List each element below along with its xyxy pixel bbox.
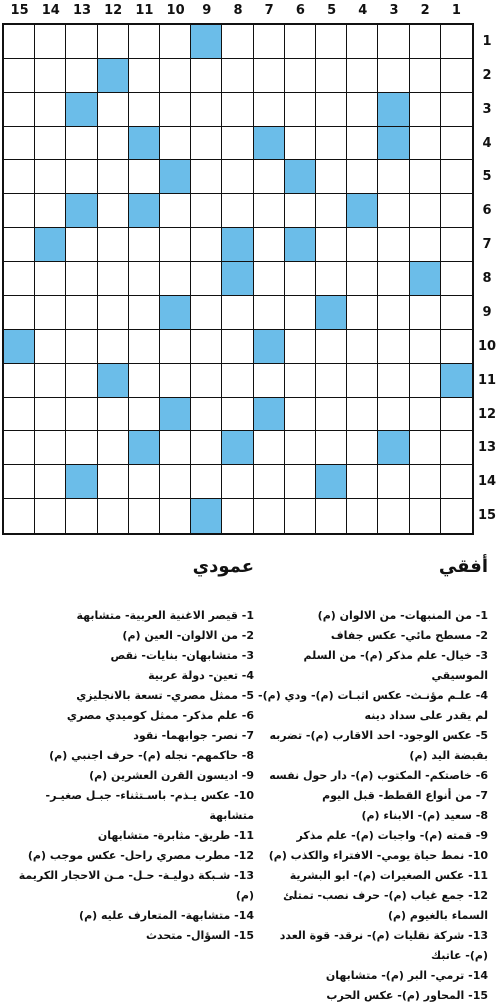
column-number: 15 <box>10 3 29 18</box>
down-clue: 14- متشابهة- المتعارف عليه (م) <box>79 909 254 922</box>
grid-cell[interactable] <box>441 330 472 364</box>
grid-cell[interactable] <box>160 330 191 364</box>
grid-cell[interactable] <box>129 160 160 194</box>
grid-cell[interactable] <box>347 364 378 398</box>
grid-cell[interactable] <box>191 431 222 465</box>
grid-cell[interactable] <box>129 228 160 262</box>
grid-cell[interactable] <box>378 398 409 432</box>
grid-cell[interactable] <box>222 364 253 398</box>
row-number: 7 <box>482 237 492 253</box>
across-clue: 8- سعيد (م)- الابناء (م) <box>361 809 488 822</box>
grid-cell[interactable] <box>66 296 97 330</box>
grid-cell[interactable] <box>160 499 191 533</box>
grid-cell[interactable] <box>347 127 378 161</box>
grid-cell[interactable] <box>98 330 129 364</box>
grid-cell[interactable] <box>347 228 378 262</box>
grid-cell[interactable] <box>66 499 97 533</box>
row-number: 3 <box>482 101 492 117</box>
grid-cell[interactable] <box>35 93 66 127</box>
blocked-cell <box>285 160 316 194</box>
grid-cell[interactable] <box>285 262 316 296</box>
across-clue: 6- خاصتكم- المكتوب (م)- دار حول نفسه <box>269 769 488 782</box>
grid-cell[interactable] <box>254 499 285 533</box>
grid-cell[interactable] <box>410 127 441 161</box>
grid-cell[interactable] <box>98 465 129 499</box>
grid-cell[interactable] <box>285 499 316 533</box>
grid-cell[interactable] <box>347 262 378 296</box>
blocked-cell <box>378 93 409 127</box>
grid-cell[interactable] <box>378 25 409 59</box>
blocked-cell <box>66 465 97 499</box>
blocked-cell <box>441 364 472 398</box>
grid-cell[interactable] <box>285 25 316 59</box>
grid-cell[interactable] <box>316 93 347 127</box>
blocked-cell <box>316 296 347 330</box>
grid-cell[interactable] <box>66 262 97 296</box>
grid-cell[interactable] <box>347 330 378 364</box>
grid-cell[interactable] <box>441 127 472 161</box>
grid-cell[interactable] <box>347 398 378 432</box>
column-number: 8 <box>233 3 243 18</box>
row-number: 11 <box>477 372 497 388</box>
grid-cell[interactable] <box>35 398 66 432</box>
grid-cell[interactable] <box>35 194 66 228</box>
grid-cell[interactable] <box>285 296 316 330</box>
column-number: 13 <box>72 3 92 18</box>
down-clues <box>18 556 254 946</box>
grid-cell[interactable] <box>222 160 253 194</box>
grid-cell[interactable] <box>254 296 285 330</box>
grid-cell[interactable] <box>316 160 347 194</box>
grid-cell[interactable] <box>347 465 378 499</box>
grid-cell[interactable] <box>35 465 66 499</box>
grid-cell[interactable] <box>160 465 191 499</box>
blocked-cell <box>378 127 409 161</box>
grid-cell[interactable] <box>441 465 472 499</box>
grid-cell[interactable] <box>347 59 378 93</box>
grid-cell[interactable] <box>129 330 160 364</box>
grid-cell[interactable] <box>191 59 222 93</box>
grid-cell[interactable] <box>316 25 347 59</box>
across-clue: 10- نمط حياة يومي- الافتراء والكذب (م) <box>268 849 488 862</box>
grid-cell[interactable] <box>98 127 129 161</box>
grid-cell[interactable] <box>191 228 222 262</box>
grid-cell[interactable] <box>410 465 441 499</box>
down-clue: 3- متشابهان- بنايات- نقص <box>110 649 254 662</box>
grid-cell[interactable] <box>191 93 222 127</box>
grid-cell[interactable] <box>191 160 222 194</box>
across-clue-list <box>258 606 488 1006</box>
grid-cell[interactable] <box>98 194 129 228</box>
grid-cell[interactable] <box>4 499 35 533</box>
grid-cell[interactable] <box>66 228 97 262</box>
grid-cell[interactable] <box>254 262 285 296</box>
grid-cell[interactable] <box>378 160 409 194</box>
down-clue: 5- ممثل مصري- تسعة بالانجليزي <box>76 689 254 702</box>
blocked-cell <box>66 93 97 127</box>
down-clue: 9- اديسون القرن العشرين (م) <box>89 769 254 782</box>
grid-cell[interactable] <box>35 127 66 161</box>
column-number: 10 <box>166 3 185 18</box>
crossword-board <box>2 23 474 535</box>
grid-cell[interactable] <box>441 59 472 93</box>
blocked-cell <box>160 398 191 432</box>
grid-cell[interactable] <box>285 93 316 127</box>
blocked-cell <box>66 194 97 228</box>
grid-cell[interactable] <box>285 59 316 93</box>
grid-cell[interactable] <box>285 194 316 228</box>
grid-cell[interactable] <box>98 93 129 127</box>
grid-cell[interactable] <box>254 194 285 228</box>
row-number: 15 <box>477 508 497 524</box>
blocked-cell <box>160 160 191 194</box>
grid-cell[interactable] <box>254 93 285 127</box>
across-clues <box>258 556 488 1006</box>
grid-cell[interactable] <box>441 431 472 465</box>
grid-cell[interactable] <box>222 194 253 228</box>
column-number: 6 <box>295 3 305 18</box>
blocked-cell <box>316 465 347 499</box>
column-number: 7 <box>264 3 274 18</box>
grid-cell[interactable] <box>222 59 253 93</box>
grid-cell[interactable] <box>378 364 409 398</box>
row-number: 6 <box>482 203 492 219</box>
grid-cell[interactable] <box>222 127 253 161</box>
grid-cell[interactable] <box>98 296 129 330</box>
blocked-cell <box>222 262 253 296</box>
grid-cell[interactable] <box>254 59 285 93</box>
grid-cell[interactable] <box>66 431 97 465</box>
grid-cell[interactable] <box>4 228 35 262</box>
grid-cell[interactable] <box>98 431 129 465</box>
grid-cell[interactable] <box>222 330 253 364</box>
grid-cell[interactable] <box>285 364 316 398</box>
blocked-cell <box>129 127 160 161</box>
column-number: 1 <box>451 3 461 18</box>
grid-cell[interactable] <box>191 296 222 330</box>
grid-cell[interactable] <box>160 364 191 398</box>
down-clue: 13- شـبكة دوليـة- حـل- مـن الاحجار الكريمة (م) <box>18 869 254 902</box>
grid-cell[interactable] <box>35 364 66 398</box>
blocked-cell <box>160 296 191 330</box>
grid-cell[interactable] <box>285 398 316 432</box>
grid-cell[interactable] <box>347 431 378 465</box>
blocked-cell <box>98 59 129 93</box>
grid-cell[interactable] <box>254 228 285 262</box>
grid-cell[interactable] <box>347 499 378 533</box>
grid-cell[interactable] <box>35 160 66 194</box>
column-number: 3 <box>389 3 399 18</box>
grid-cell[interactable] <box>441 499 472 533</box>
grid-cell[interactable] <box>378 499 409 533</box>
grid-cell[interactable] <box>316 364 347 398</box>
grid-cell[interactable] <box>316 262 347 296</box>
grid-cell[interactable] <box>4 127 35 161</box>
grid-cell[interactable] <box>410 499 441 533</box>
column-number: 11 <box>135 3 154 18</box>
blocked-cell <box>222 431 253 465</box>
down-clue: 1- قيصر الاغنية العربية- متشابهة <box>76 609 254 622</box>
grid-cell[interactable] <box>347 25 378 59</box>
grid-cell[interactable] <box>254 364 285 398</box>
grid-cell[interactable] <box>160 228 191 262</box>
grid-cell[interactable] <box>254 160 285 194</box>
grid-cell[interactable] <box>316 127 347 161</box>
grid-cell[interactable] <box>441 93 472 127</box>
grid-cell[interactable] <box>4 431 35 465</box>
grid-cell[interactable] <box>347 93 378 127</box>
grid-cell[interactable] <box>378 59 409 93</box>
grid-cell[interactable] <box>66 127 97 161</box>
grid-cell[interactable] <box>316 499 347 533</box>
grid-cell[interactable] <box>222 25 253 59</box>
column-number: 4 <box>358 3 368 18</box>
across-clue: 13- شركة نقليات (م)- نرقد- قوة العدد (م)- عاتبك <box>279 929 488 962</box>
down-clue: 11- طريق- مثابرة- متشابهان <box>97 829 254 842</box>
grid-cell[interactable] <box>129 262 160 296</box>
grid-cell[interactable] <box>129 25 160 59</box>
grid-cell[interactable] <box>35 330 66 364</box>
grid-cell[interactable] <box>66 364 97 398</box>
grid-cell[interactable] <box>191 194 222 228</box>
grid-cell[interactable] <box>160 93 191 127</box>
grid-cell[interactable] <box>129 499 160 533</box>
grid-cell[interactable] <box>316 431 347 465</box>
grid-cell[interactable] <box>4 194 35 228</box>
grid-cell[interactable] <box>410 296 441 330</box>
grid-cell[interactable] <box>4 59 35 93</box>
grid-cell[interactable] <box>160 194 191 228</box>
grid-cell[interactable] <box>285 465 316 499</box>
grid-cell[interactable] <box>191 262 222 296</box>
grid-cell[interactable] <box>4 93 35 127</box>
grid-cell[interactable] <box>66 160 97 194</box>
across-clue: 1- من المنبهات- من الالوان (م) <box>317 609 488 622</box>
blocked-cell <box>378 431 409 465</box>
grid-cell[interactable] <box>254 431 285 465</box>
grid-cell[interactable] <box>347 296 378 330</box>
blocked-cell <box>4 330 35 364</box>
row-number: 5 <box>482 169 492 185</box>
grid-cell[interactable] <box>222 465 253 499</box>
down-clue: 15- السؤال- متحدث <box>145 929 254 942</box>
grid-cell[interactable] <box>410 194 441 228</box>
grid-cell[interactable] <box>441 194 472 228</box>
across-clue: 5- عكس الوجود- احد الاقارب (م)- تضربه بقبضة اليد (م) <box>269 729 488 762</box>
across-clue: 7- من أنواع القطط- قبل اليوم <box>322 789 488 802</box>
down-clue: 7- نصر- جوابهما- نقود <box>133 729 254 742</box>
grid-cell[interactable] <box>191 330 222 364</box>
across-clue: 11- عكس الصغيرات (م)- ابو البشرية <box>289 869 488 882</box>
grid-cell[interactable] <box>4 25 35 59</box>
blocked-cell <box>191 25 222 59</box>
grid-cell[interactable] <box>129 59 160 93</box>
grid-cell[interactable] <box>222 296 253 330</box>
grid-cell[interactable] <box>285 330 316 364</box>
blocked-cell <box>129 431 160 465</box>
column-number: 5 <box>327 3 337 18</box>
grid-cell[interactable] <box>160 431 191 465</box>
row-number: 4 <box>482 135 492 151</box>
grid-cell[interactable] <box>410 398 441 432</box>
across-heading: أفقي <box>438 556 488 577</box>
grid-cell[interactable] <box>410 330 441 364</box>
grid-cell[interactable] <box>66 25 97 59</box>
column-number: 12 <box>104 3 123 18</box>
blocked-cell <box>129 194 160 228</box>
grid-cell[interactable] <box>316 330 347 364</box>
across-clue: 14- ترمي- البر (م)- متشابهان <box>325 969 488 982</box>
grid-cell[interactable] <box>254 25 285 59</box>
grid-cell[interactable] <box>285 127 316 161</box>
grid-cell[interactable] <box>4 296 35 330</box>
grid-cell[interactable] <box>410 364 441 398</box>
down-clue: 8- حاكمهم- نجله (م)- حرف اجنبي (م) <box>49 749 254 762</box>
grid-cell[interactable] <box>98 398 129 432</box>
grid-cell[interactable] <box>316 194 347 228</box>
row-number: 1 <box>482 34 492 49</box>
blocked-cell <box>222 228 253 262</box>
grid-cell[interactable] <box>98 228 129 262</box>
down-clue-list <box>18 606 254 946</box>
grid-cell[interactable] <box>316 59 347 93</box>
grid-cell[interactable] <box>160 25 191 59</box>
down-clue: 2- من الالوان- العين (م) <box>122 629 254 642</box>
grid-cell[interactable] <box>410 431 441 465</box>
down-clue: 6- علم مذكر- ممثل كوميدي مصري <box>66 709 254 722</box>
grid-cell[interactable] <box>441 398 472 432</box>
grid-cell[interactable] <box>410 59 441 93</box>
grid-cell[interactable] <box>98 499 129 533</box>
blocked-cell <box>191 499 222 533</box>
grid-cell[interactable] <box>66 398 97 432</box>
row-number: 12 <box>477 406 497 422</box>
grid-cell[interactable] <box>316 228 347 262</box>
grid-cell[interactable] <box>160 59 191 93</box>
grid-cell[interactable] <box>410 25 441 59</box>
column-number: 14 <box>41 3 60 18</box>
grid-cell[interactable] <box>35 431 66 465</box>
grid-cell[interactable] <box>129 93 160 127</box>
row-number: 14 <box>477 474 497 490</box>
row-number: 13 <box>477 440 497 456</box>
across-clue: 2- مسطح مائي- عكس جفاف <box>330 629 488 642</box>
grid-cell[interactable] <box>191 364 222 398</box>
across-clue: 12- جمع غياب (م)- حرف نصب- تمتلئ السماء بالغيوم (م) <box>283 889 488 922</box>
grid-cell[interactable] <box>410 93 441 127</box>
blocked-cell <box>35 228 66 262</box>
grid-cell[interactable] <box>441 25 472 59</box>
blocked-cell <box>254 398 285 432</box>
grid-cell[interactable] <box>35 59 66 93</box>
grid-cell[interactable] <box>191 465 222 499</box>
grid-cell[interactable] <box>35 296 66 330</box>
grid-cell[interactable] <box>191 398 222 432</box>
blocked-cell <box>285 228 316 262</box>
grid-cell[interactable] <box>254 465 285 499</box>
grid-cell[interactable] <box>378 194 409 228</box>
grid-cell[interactable] <box>160 127 191 161</box>
grid-cell[interactable] <box>160 262 191 296</box>
down-clue: 4- تعين- دولة عربية <box>148 669 254 682</box>
grid-cell[interactable] <box>129 296 160 330</box>
grid-cell[interactable] <box>378 465 409 499</box>
blocked-cell <box>254 330 285 364</box>
grid-cell[interactable] <box>441 296 472 330</box>
grid-cell[interactable] <box>4 398 35 432</box>
grid-cell[interactable] <box>129 398 160 432</box>
grid-cell[interactable] <box>378 296 409 330</box>
row-number: 2 <box>482 67 492 83</box>
grid-cell[interactable] <box>222 398 253 432</box>
grid-cell[interactable] <box>410 160 441 194</box>
grid-cell[interactable] <box>98 25 129 59</box>
across-clue: 3- خيال- علم مذكر (م)- من السلم الموسيقي <box>303 649 488 682</box>
blocked-cell <box>410 262 441 296</box>
blocked-cell <box>347 194 378 228</box>
grid-cell[interactable] <box>441 262 472 296</box>
row-number: 9 <box>482 304 492 320</box>
grid-cell[interactable] <box>35 25 66 59</box>
grid-cell[interactable] <box>191 127 222 161</box>
grid-cell[interactable] <box>378 228 409 262</box>
grid-cell[interactable] <box>347 160 378 194</box>
grid-cell[interactable] <box>4 262 35 296</box>
grid-cell[interactable] <box>410 228 441 262</box>
grid-cell[interactable] <box>4 364 35 398</box>
grid-cell[interactable] <box>66 330 97 364</box>
blocked-cell <box>254 127 285 161</box>
grid-cell[interactable] <box>4 465 35 499</box>
grid-cell[interactable] <box>129 364 160 398</box>
down-heading: عمودي <box>192 556 254 577</box>
row-number: 8 <box>482 271 492 287</box>
grid-cell[interactable] <box>4 160 35 194</box>
grid-cell[interactable] <box>378 262 409 296</box>
across-clue: 15- المحاور (م)- عكس الحرب <box>326 989 488 1002</box>
column-number: 2 <box>420 3 430 18</box>
grid-cell[interactable] <box>98 262 129 296</box>
grid-cell[interactable] <box>35 262 66 296</box>
grid-cell[interactable] <box>66 59 97 93</box>
grid-cell[interactable] <box>222 499 253 533</box>
across-clue: 9- قمته (م)- واجبات (م)- علم مذكر <box>296 829 488 842</box>
across-clue: 4- علـم مؤنـث- عكس اثبـات (م)- ودي (م)- لم يقدر على سداد دينه <box>258 689 488 722</box>
column-number: 9 <box>202 3 212 18</box>
grid-cell[interactable] <box>222 93 253 127</box>
grid-cell[interactable] <box>441 160 472 194</box>
row-number: 10 <box>477 338 497 354</box>
grid-cell[interactable] <box>441 228 472 262</box>
grid-cell[interactable] <box>378 330 409 364</box>
blocked-cell <box>98 364 129 398</box>
down-clue: 10- عكس يـذم- باسـتثناء- جبـل صغيـر- متشابهة <box>45 789 254 822</box>
down-clue: 12- مطرب مصري راحل- عكس موجب (م) <box>27 849 254 862</box>
grid-cell[interactable] <box>316 398 347 432</box>
grid-cell[interactable] <box>98 160 129 194</box>
grid-cell[interactable] <box>35 499 66 533</box>
grid-cell[interactable] <box>129 465 160 499</box>
grid-cell[interactable] <box>285 431 316 465</box>
